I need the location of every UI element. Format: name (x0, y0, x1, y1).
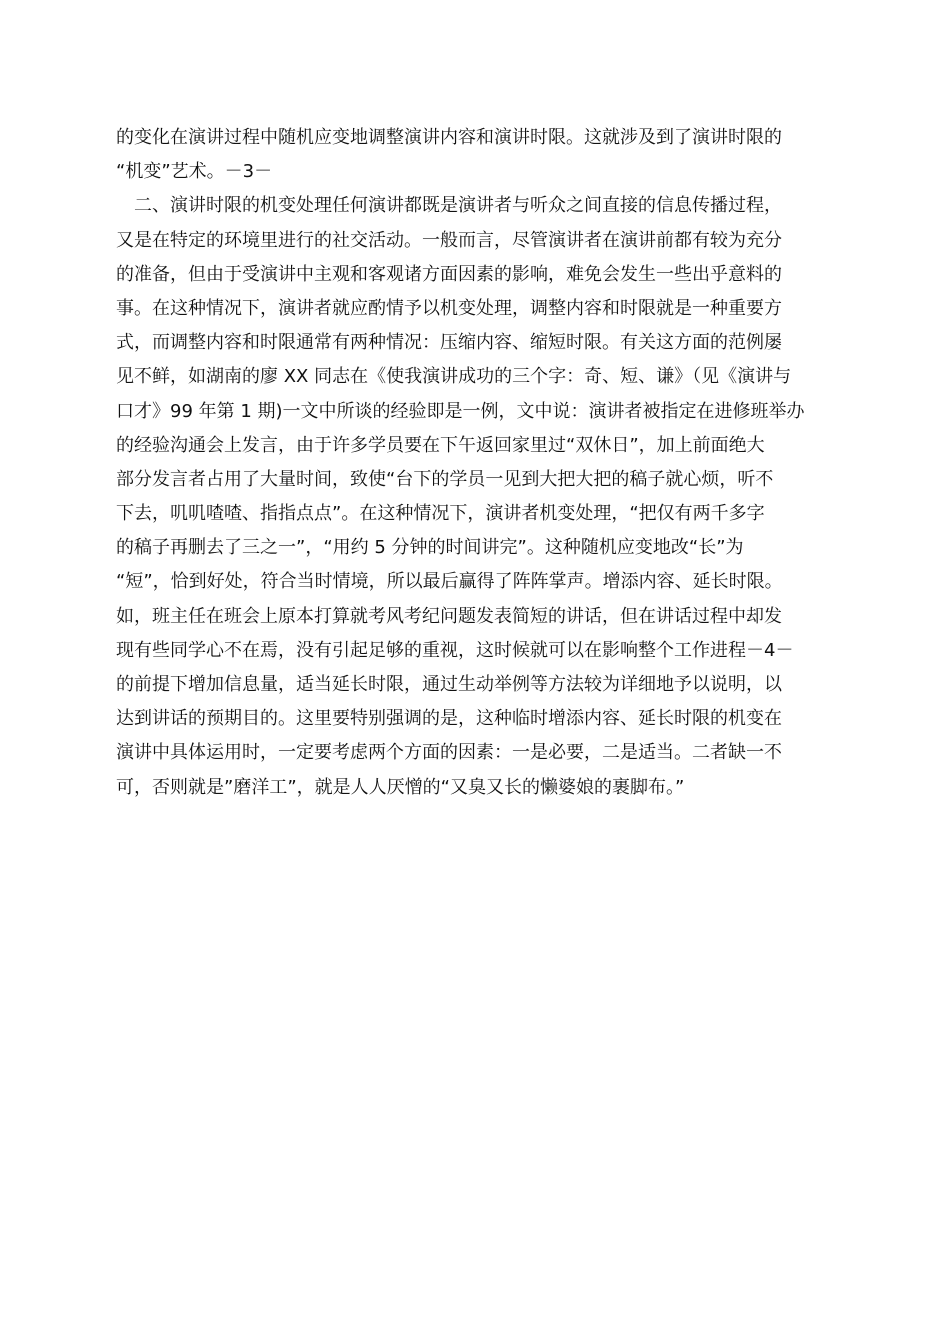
text-line: “短”，恰到好处，符合当时情境，所以最后赢得了阵阵掌声。增添内容、延长时限。 (116, 571, 783, 593)
document-body (116, 121, 846, 805)
text-line: 的前提下增加信息量，适当延长时限，通过生动举例等方法较为详细地予以说明，以 (116, 674, 782, 695)
text-line: 演讲中具体运用时，一定要考虑两个方面的因素：一是必要，二是适当。二者缺一不 (116, 742, 782, 764)
text-line: 部分发言者占用了大量时间，致使“台下的学员一见到大把大把的稿子就心烦，听不 (116, 468, 774, 490)
text-line: 下去，叽叽喳喳、指指点点”。在这种情况下，演讲者机变处理，“把仅有两千多字 (116, 503, 765, 525)
text-line: 的变化在演讲过程中随机应变地调整演讲内容和演讲时限。这就涉及到了演讲时限的 (116, 127, 782, 148)
text-line: 见不鲜，如湖南的廖 XX 同志在《使我演讲成功的三个字：奇、短、谦》（见《演讲与 (116, 366, 792, 388)
text-line: 可，否则就是”磨洋工”，就是人人厌憎的“又臭又长的懒婆娘的裹脚布。” (116, 776, 685, 798)
text-line: 的经验沟通会上发言，由于许多学员要在下午返回家里过“双休日”，加上前面绝大 (116, 434, 765, 456)
text-line: 的稿子再删去了三之一”，“用约 5 分钟的时间讲完”。这种随机应变地改“长”为 (116, 537, 744, 559)
text-line: 现有些同学心不在焉，没有引起足够的重视，这时候就可以在影响整个工作进程－4－ (116, 639, 794, 661)
section-heading-line: 二、演讲时限的机变处理任何演讲都既是演讲者与听众之间直接的信息传播过程， (134, 195, 782, 217)
text-line: 又是在特定的环境里进行的社交活动。一般而言，尽管演讲者在演讲前都有较为充分 (116, 229, 782, 251)
text-line: 达到讲话的预期目的。这里要特别强调的是，这种临时增添内容、延长时限的机变在 (116, 708, 782, 730)
text-line: “机变”艺术。－3－ (116, 161, 273, 183)
text-line: 式，而调整内容和时限通常有两种情况：压缩内容、缩短时限。有关这方面的范例屡 (116, 332, 782, 354)
text-line: 如，班主任在班会上原本打算就考风考纪问题发表简短的讲话，但在讲话过程中却发 (116, 605, 782, 627)
text-line: 事。在这种情况下，演讲者就应酌情予以机变处理，调整内容和时限就是一种重要方 (116, 297, 782, 319)
text-line: 口才》99 年第 1 期)一文中所谈的经验即是一例，文中说：演讲者被指定在进修班举办 (116, 400, 805, 422)
text-line: 的准备，但由于受演讲中主观和客观诸方面因素的影响，难免会发生一些出乎意料的 (116, 263, 782, 285)
